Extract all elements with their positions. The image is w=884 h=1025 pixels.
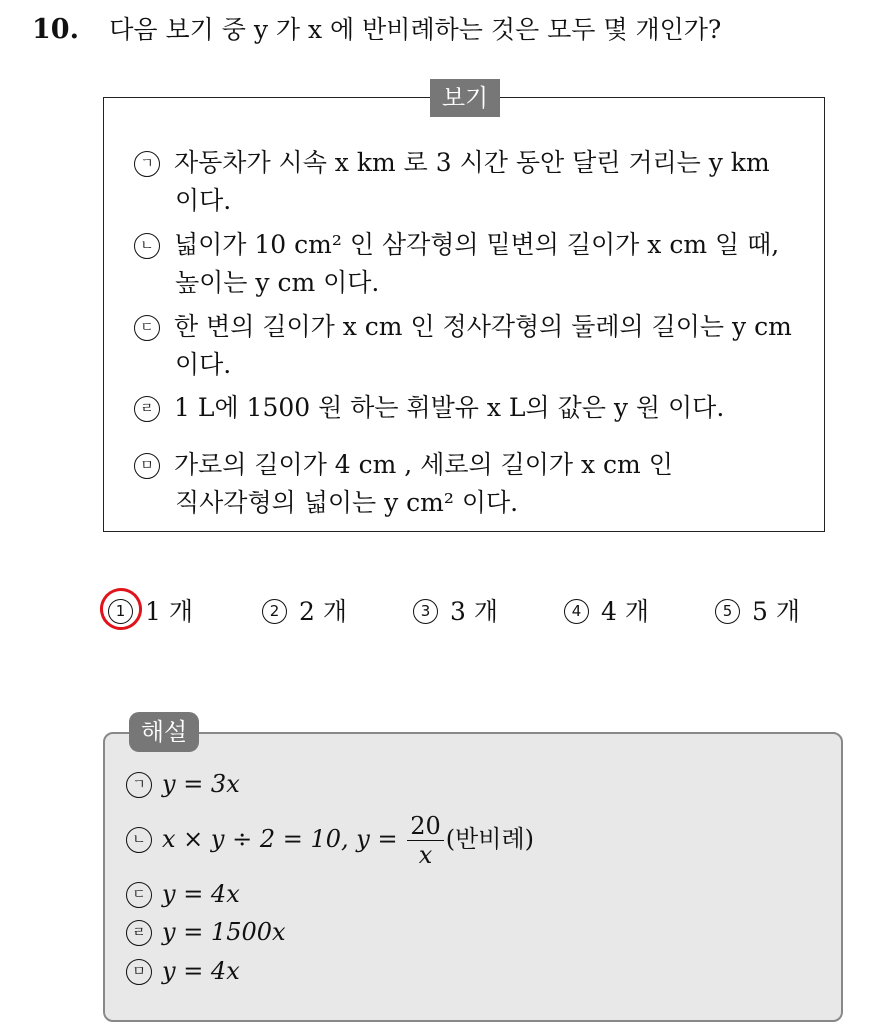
bogi-item-4: [134, 389, 724, 427]
item-marker: ㄹ: [134, 396, 160, 422]
choice-label: 1 개: [145, 597, 194, 626]
solution-equation: x × y ÷ 2 = 10, y =: [162, 825, 406, 853]
bogi-item-5: [134, 446, 673, 522]
item-marker: ㄱ: [134, 151, 160, 177]
item-line-cont: 높이는 y cm 이다.: [175, 268, 380, 297]
fraction-denominator: x: [418, 841, 433, 869]
choice-5[interactable]: [715, 590, 800, 634]
choice-4[interactable]: [564, 590, 649, 634]
question-text: 다음 보기 중 y 가 x 에 반비례하는 것은 모두 몇 개인가?: [109, 15, 722, 44]
item-marker: ㄷ: [134, 315, 160, 341]
item-marker: ㄴ: [134, 233, 160, 259]
item-line: 자동차가 시속 x km 로 3 시간 동안 달린 거리는 y km: [174, 148, 770, 177]
question-number: 10.: [32, 14, 79, 45]
item-line: 한 변의 길이가 x cm 인 정사각형의 둘레의 길이는 y cm: [174, 312, 792, 341]
item-marker: ㅁ: [134, 453, 160, 479]
bogi-title: 보기: [430, 79, 500, 117]
choice-label: 2 개: [299, 597, 348, 626]
bogi-item-1: [134, 144, 770, 220]
item-line-cont: 이다.: [175, 350, 232, 379]
item-line: 넓이가 10 cm² 인 삼각형의 밑변의 길이가 x cm 일 때,: [174, 230, 780, 259]
question-header: [32, 10, 721, 50]
choice-number: 3: [413, 599, 438, 624]
choice-label: 3 개: [450, 597, 499, 626]
bogi-item-3: [134, 308, 792, 384]
solution-equation: y = 3x: [162, 770, 240, 798]
solution-marker: ㅁ: [126, 959, 152, 985]
solution-marker: ㄱ: [126, 772, 152, 798]
solution-line-1: [126, 766, 240, 802]
bogi-item-2: [134, 226, 779, 302]
solution-equation: y = 4x: [162, 880, 240, 908]
solution-line-4: [126, 914, 286, 950]
fraction-numerator: 20: [407, 812, 444, 841]
choice-number: 5: [715, 599, 740, 624]
solution-marker: ㄴ: [126, 827, 152, 853]
solution-note: (반비례): [445, 825, 535, 853]
choice-number: 1: [108, 599, 133, 624]
choice-3[interactable]: [413, 590, 498, 634]
choice-label: 5 개: [752, 597, 801, 626]
fraction: [407, 812, 444, 869]
choice-number: 2: [262, 599, 287, 624]
solution-line-5: [126, 953, 240, 989]
solution-equation: y = 1500x: [162, 918, 286, 946]
item-line-cont: 직사각형의 넓이는 y cm² 이다.: [175, 488, 519, 517]
choice-2[interactable]: [262, 590, 347, 634]
solution-line-3: [126, 876, 240, 912]
solution-title: 해설: [129, 712, 199, 752]
choice-label: 4 개: [601, 597, 650, 626]
choice-number: 4: [564, 599, 589, 624]
solution-equation: y = 4x: [162, 957, 240, 985]
item-line: 가로의 길이가 4 cm , 세로의 길이가 x cm 인: [174, 450, 673, 479]
solution-marker: ㄷ: [126, 882, 152, 908]
solution-line-2: [126, 812, 534, 869]
item-line: 1 L에 1500 원 하는 휘발유 x L의 값은 y 원 이다.: [174, 393, 725, 422]
solution-marker: ㄹ: [126, 920, 152, 946]
item-line-cont: 이다.: [175, 186, 232, 215]
